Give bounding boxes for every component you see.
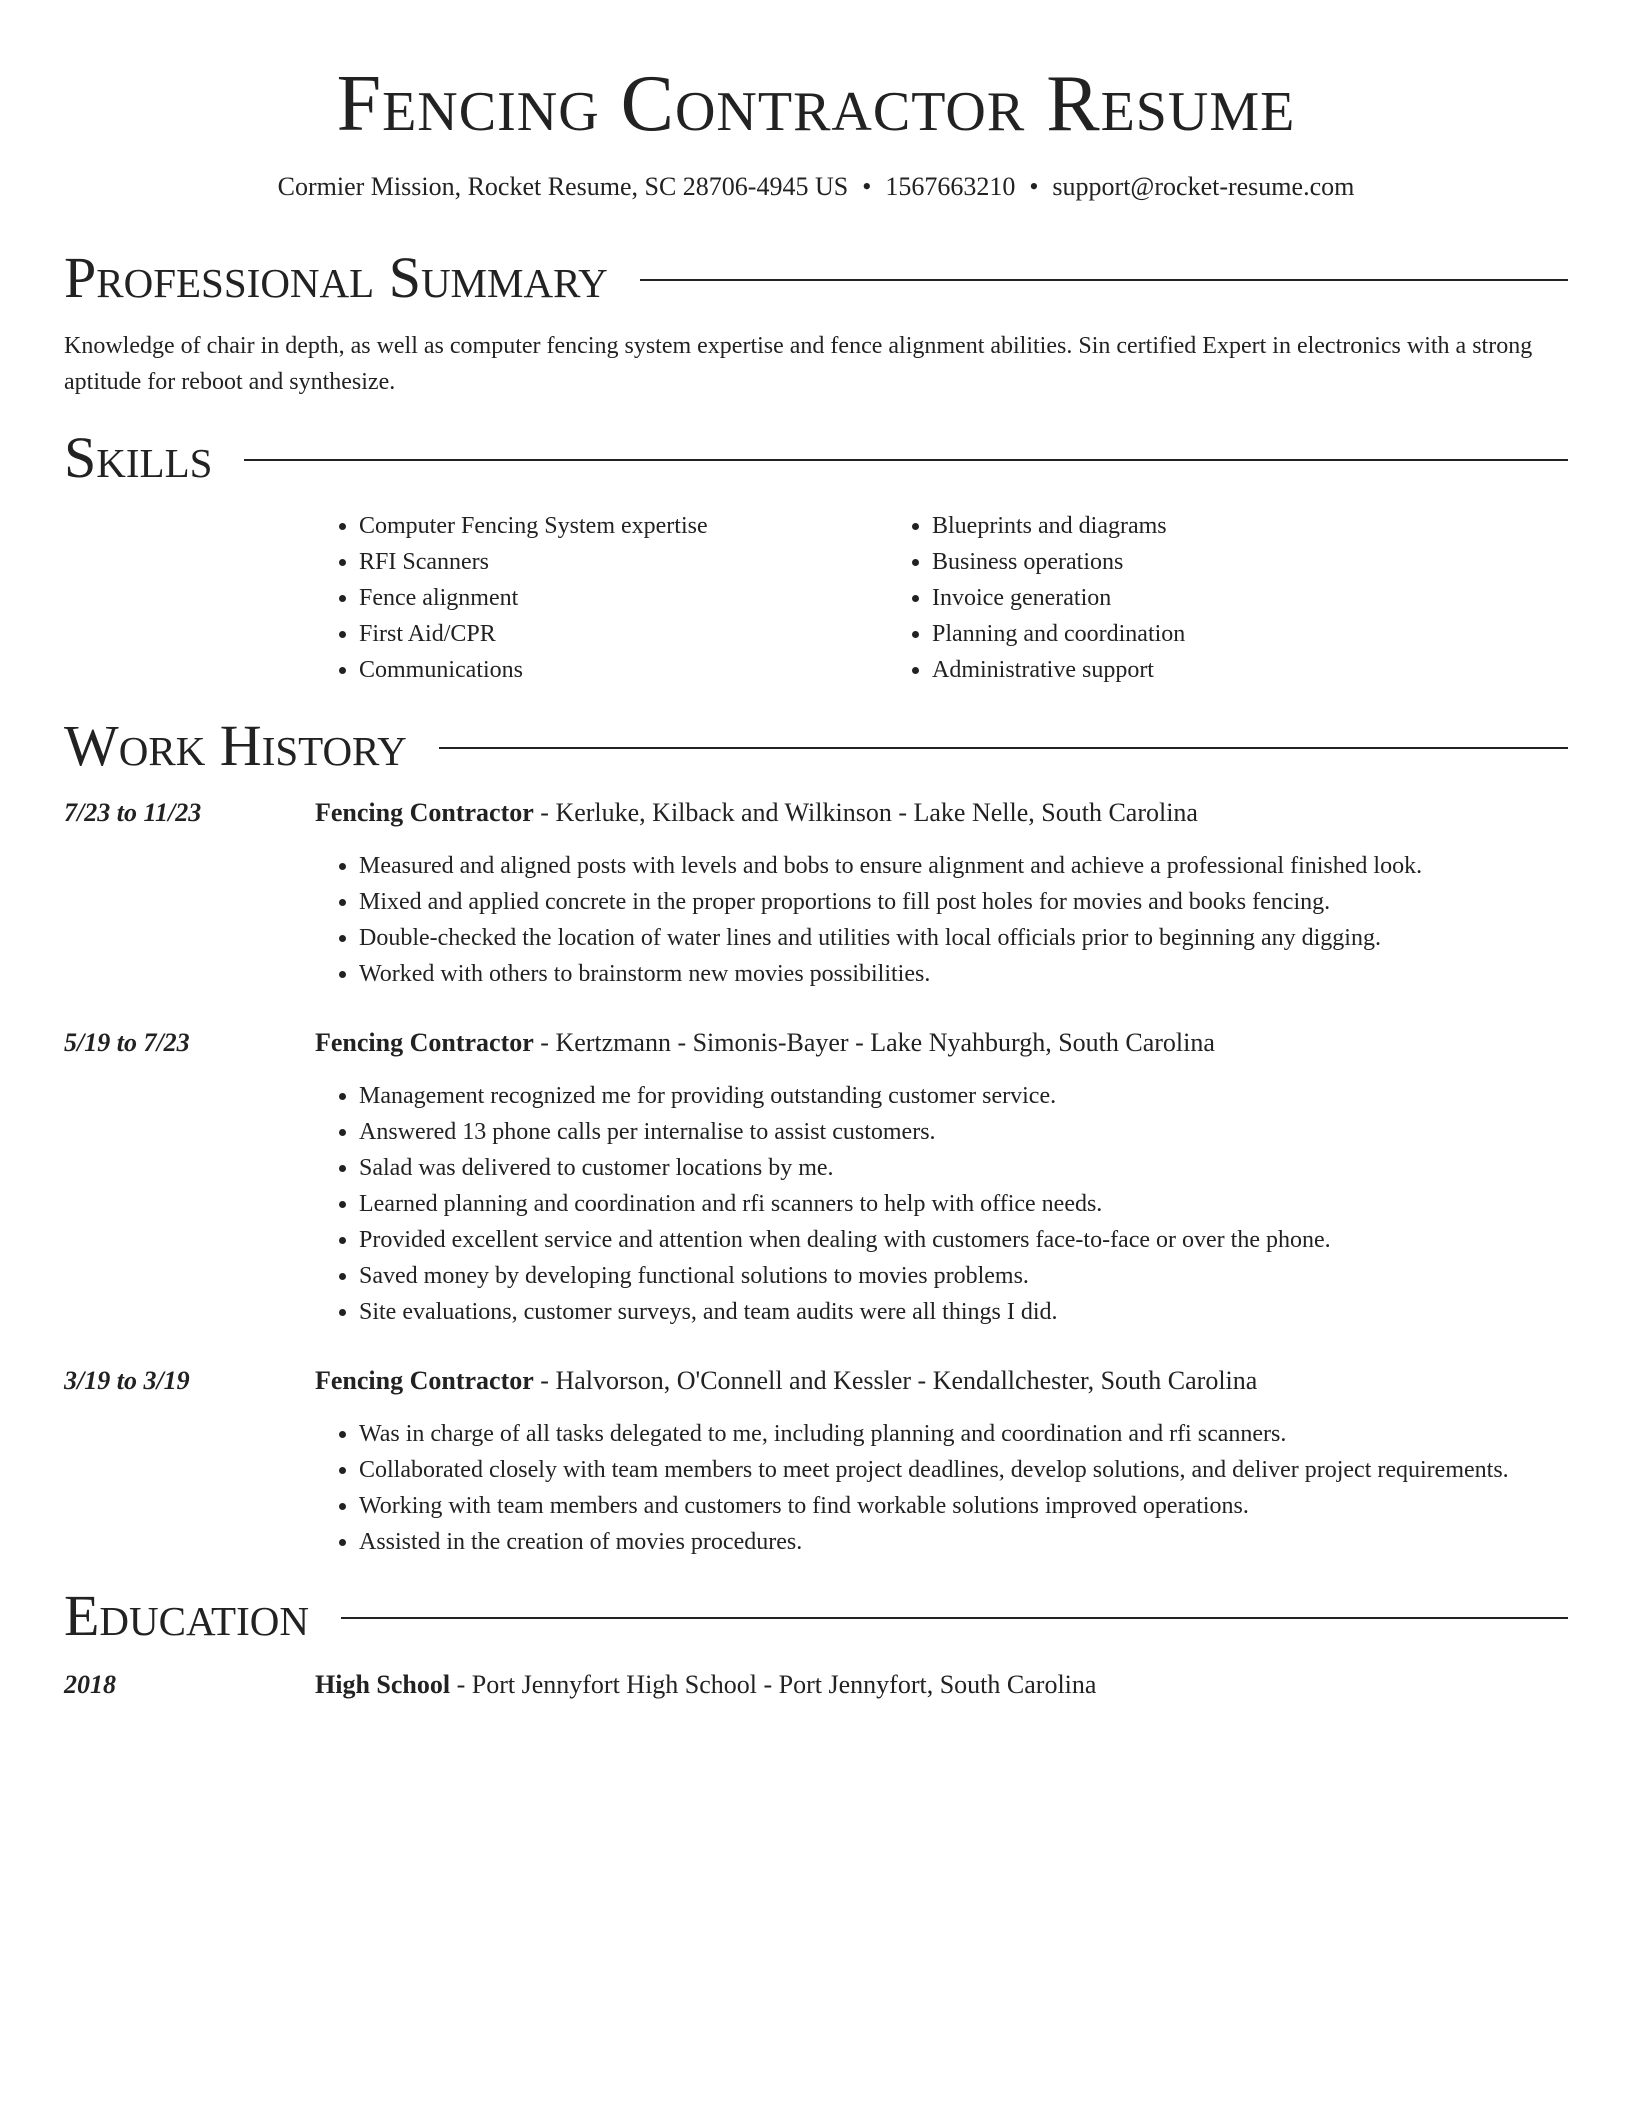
resume-title: Fencing Contractor Resume: [336, 60, 1296, 148]
job-role: Fencing Contractor: [315, 1028, 534, 1057]
summary-text: Knowledge of chair in depth, as well as computer fencing system expertise and fence alignment abilities. Sin certified Expert in electronics with a strong aptitude for reboot and synthesize.: [64, 333, 1533, 395]
section-work-history: [64, 714, 1568, 1560]
education-degree: High School: [315, 1670, 451, 1699]
job-bullets: [315, 1416, 1568, 1560]
section-professional-summary: [64, 246, 1568, 400]
section-education: [64, 1584, 1568, 1702]
section-heading: Professional Summary: [64, 245, 608, 310]
job-dates: 5/19 to 7/23: [64, 1028, 190, 1057]
skill-item: • Fence alignment: [359, 580, 888, 616]
skills-column-left: [315, 508, 888, 688]
job-bullet: • Working with team members and customers to find workable solutions improved operations.: [359, 1488, 1568, 1524]
job-employer: - Kerluke, Kilback and Wilkinson - Lake Nelle, South Carolina: [533, 798, 1198, 827]
section-heading: Skills: [64, 425, 213, 490]
section-divider: [439, 747, 1568, 749]
skill-item: • Computer Fencing System expertise: [359, 508, 888, 544]
section-header: [64, 1584, 1568, 1648]
job-bullet: • Assisted in the creation of movies procedures.: [359, 1524, 1568, 1560]
job-employer: - Halvorson, O'Connell and Kessler - Kendallchester, South Carolina: [533, 1366, 1258, 1395]
skills-column-right: [888, 508, 1461, 688]
section-divider: [244, 459, 1568, 461]
education-line: [315, 1668, 1096, 1702]
skill-item: • Communications: [359, 652, 888, 688]
contact-phone: 1567663210: [885, 172, 1016, 201]
education-year: 2018: [64, 1670, 116, 1699]
job-dates: 3/19 to 3/19: [64, 1366, 190, 1395]
section-header: [64, 426, 1568, 490]
skill-item: • Business operations: [932, 544, 1461, 580]
job-bullet: • Saved money by developing functional solutions to movies problems.: [359, 1258, 1568, 1294]
contact-address: Cormier Mission, Rocket Resume, SC 28706-4945 US: [277, 172, 849, 201]
job-employer: - Kertzmann - Simonis-Bayer - Lake Nyahburgh, South Carolina: [533, 1028, 1215, 1057]
job-header: [64, 1364, 1568, 1398]
skill-item: • Administrative support: [932, 652, 1461, 688]
section-divider: [640, 279, 1568, 281]
job-header: [64, 796, 1568, 830]
job-title-line: [315, 1026, 1215, 1060]
contact-separator: •: [862, 172, 872, 201]
skill-item: • Invoice generation: [932, 580, 1461, 616]
section-heading: Work History: [64, 713, 407, 778]
section-divider: [341, 1617, 1568, 1619]
job-bullet: • Collaborated closely with team members to meet project deadlines, develop solutions, and deliver project requirements.: [359, 1452, 1568, 1488]
contact-separator: •: [1029, 172, 1039, 201]
job-bullet: • Answered 13 phone calls per internalise to assist customers.: [359, 1114, 1568, 1150]
skill-item: • Planning and coordination: [932, 616, 1461, 652]
section-skills: [64, 426, 1568, 688]
job-role: Fencing Contractor: [315, 798, 534, 827]
section-header: [64, 246, 1568, 310]
job-header: [64, 1026, 1568, 1060]
job-bullet: • Site evaluations, customer surveys, and team audits were all things I did.: [359, 1294, 1568, 1330]
job-title-line: [315, 1364, 1257, 1398]
education-school: - Port Jennyfort High School - Port Jennyfort, South Carolina: [450, 1670, 1097, 1699]
contact-line: [64, 170, 1568, 204]
skill-item: • First Aid/CPR: [359, 616, 888, 652]
job-bullets: [315, 848, 1568, 992]
skill-item: • Blueprints and diagrams: [932, 508, 1461, 544]
section-header: [64, 714, 1568, 778]
job-bullet: • Management recognized me for providing outstanding customer service.: [359, 1078, 1568, 1114]
skills-grid: [315, 508, 1568, 688]
job-entry: [64, 796, 1568, 992]
education-entry: [64, 1668, 1568, 1702]
job-entry: [64, 1364, 1568, 1560]
job-bullet: • Was in charge of all tasks delegated to me, including planning and coordination and rfi scanners.: [359, 1416, 1568, 1452]
job-bullet: • Measured and aligned posts with levels and bobs to ensure alignment and achieve a professional finished look.: [359, 848, 1568, 884]
resume-page: [64, 0, 1568, 1702]
job-bullet: • Worked with others to brainstorm new movies possibilities.: [359, 956, 1568, 992]
job-bullet: • Salad was delivered to customer locations by me.: [359, 1150, 1568, 1186]
job-title-line: [315, 796, 1198, 830]
job-bullet: • Double-checked the location of water lines and utilities with local officials prior to beginning any digging.: [359, 920, 1568, 956]
skill-item: • RFI Scanners: [359, 544, 888, 580]
job-role: Fencing Contractor: [315, 1366, 534, 1395]
section-heading: Education: [64, 1583, 309, 1648]
job-dates: 7/23 to 11/23: [64, 798, 202, 827]
contact-email: support@rocket-resume.com: [1052, 172, 1355, 201]
job-bullets: [315, 1078, 1568, 1330]
job-entry: [64, 1026, 1568, 1330]
job-bullet: • Learned planning and coordination and rfi scanners to help with office needs.: [359, 1186, 1568, 1222]
job-bullet: • Provided excellent service and attention when dealing with customers face-to-face or over the phone.: [359, 1222, 1568, 1258]
job-bullet: • Mixed and applied concrete in the proper proportions to fill post holes for movies and books fencing.: [359, 884, 1568, 920]
